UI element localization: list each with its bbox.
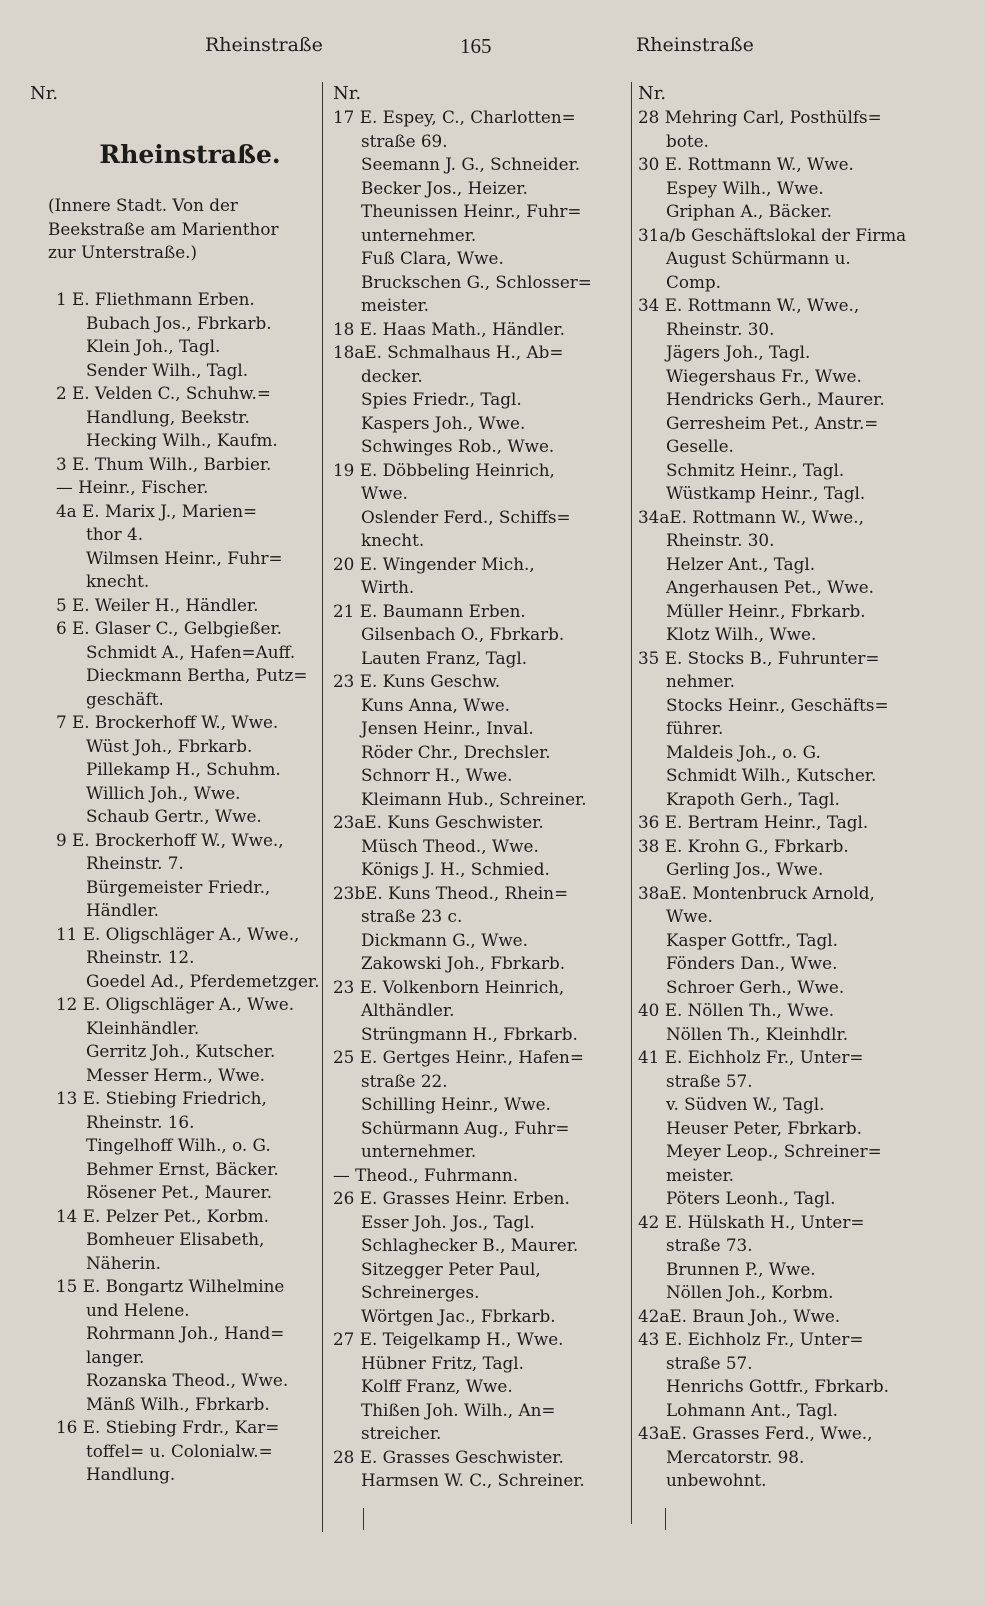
- directory-entry: unbewohnt.: [666, 1470, 767, 1490]
- directory-entry: Tingelhoff Wilh., o. G.: [86, 1135, 271, 1155]
- directory-entry: Nöllen Joh., Korbm.: [666, 1282, 834, 1302]
- directory-entry: Bruckschen G., Schlosser=: [361, 271, 592, 292]
- directory-entry: 25 E. Gertges Heinr., Hafen=: [333, 1047, 584, 1067]
- directory-entry: Geselle.: [666, 436, 734, 456]
- directory-entry: 6 E. Glaser C., Gelbgießer.: [56, 618, 282, 638]
- directory-entry: Strüngmann H., Fbrkarb.: [361, 1023, 578, 1044]
- directory-entry: 4a E. Marix J., Marien=: [56, 500, 258, 521]
- directory-entry: 27 E. Teigelkamp H., Wwe.: [333, 1329, 564, 1349]
- directory-entry: 34 E. Rottmann W., Wwe.,: [638, 295, 860, 315]
- directory-entry: v. Südven W., Tagl.: [666, 1094, 825, 1114]
- column-2-entries: [333, 106, 643, 1493]
- directory-entry: zur Unterstraße.): [48, 242, 198, 262]
- directory-entry: decker.: [361, 365, 423, 386]
- directory-entry: Wilmsen Heinr., Fuhr=: [86, 547, 283, 568]
- directory-entry: meister.: [666, 1164, 735, 1185]
- running-head-right: Rheinstraße: [636, 34, 754, 56]
- directory-entry: Schmidt A., Hafen=Auff.: [86, 641, 296, 662]
- directory-entry: knecht.: [86, 571, 150, 591]
- directory-entry: Becker Jos., Heizer.: [361, 177, 528, 198]
- directory-entry: 23aE. Kuns Geschwister.: [333, 812, 544, 832]
- directory-entry: 7 E. Brockerhoff W., Wwe.: [56, 712, 279, 732]
- directory-entry: Heuser Peter, Fbrkarb.: [666, 1117, 862, 1138]
- directory-entry: 40 E. Nöllen Th., Wwe.: [638, 1000, 835, 1020]
- directory-entry: Näherin.: [86, 1252, 161, 1273]
- directory-entry: 43aE. Grasses Ferd., Wwe.,: [638, 1423, 873, 1443]
- directory-entry: straße 23 c.: [361, 906, 463, 926]
- directory-entry: Wirth.: [361, 577, 415, 597]
- directory-entry: 18aE. Schmalhaus H., Ab=: [333, 342, 564, 362]
- nr-header: Nr.: [638, 83, 667, 104]
- directory-entry: straße 73.: [666, 1235, 753, 1255]
- directory-entry: nehmer.: [666, 671, 735, 691]
- directory-entry: 26 E. Grasses Heinr. Erben.: [333, 1188, 570, 1208]
- directory-entry: Handlung, Beekstr.: [86, 406, 250, 427]
- directory-entry: 23 E. Volkenborn Heinrich,: [333, 976, 565, 997]
- column-1-entries: [30, 194, 350, 1487]
- directory-entry: Thißen Joh. Wilh., An=: [361, 1399, 556, 1420]
- directory-entry: Hendricks Gerh., Maurer.: [666, 389, 885, 409]
- directory-entry: Oslender Ferd., Schiffs=: [361, 506, 571, 527]
- directory-entry: Seemann J. G., Schneider.: [361, 154, 581, 174]
- directory-entry: streicher.: [361, 1423, 442, 1443]
- directory-entry: Wörtgen Jac., Fbrkarb.: [361, 1305, 556, 1326]
- directory-entry: Althändler.: [361, 1000, 455, 1020]
- directory-entry: Lohmann Ant., Tagl.: [666, 1399, 838, 1420]
- directory-entry: Müller Heinr., Fbrkarb.: [666, 600, 866, 621]
- directory-entry: Kleimann Hub., Schreiner.: [361, 788, 587, 809]
- directory-entry: Bubach Jos., Fbrkarb.: [86, 312, 272, 333]
- directory-entry: Schmitz Heinr., Tagl.: [666, 459, 845, 480]
- directory-entry: — Theod., Fuhrmann.: [333, 1164, 519, 1185]
- directory-entry: langer.: [86, 1346, 145, 1367]
- directory-entry: thor 4.: [86, 524, 144, 544]
- directory-entry: August Schürmann u.: [666, 248, 851, 268]
- directory-entry: Gerritz Joh., Kutscher.: [86, 1041, 276, 1061]
- directory-entry: Messer Herm., Wwe.: [86, 1064, 266, 1085]
- directory-entry: Schnorr H., Wwe.: [361, 765, 513, 785]
- directory-entry: Bürgemeister Friedr.,: [86, 876, 271, 897]
- directory-entry: Fönders Dan., Wwe.: [666, 953, 838, 973]
- directory-entry: straße 69.: [361, 130, 448, 151]
- directory-entry: 18 E. Haas Math., Händler.: [333, 318, 565, 339]
- directory-entry: Kaspers Joh., Wwe.: [361, 412, 526, 433]
- column-1: [30, 82, 350, 1487]
- directory-entry: 5 E. Weiler H., Händler.: [56, 594, 259, 615]
- directory-entry: 28 Mehring Carl, Posthülfs=: [638, 107, 882, 127]
- directory-entry: bote.: [666, 130, 709, 151]
- directory-entry: 30 E. Rottmann W., Wwe.: [638, 154, 854, 174]
- column-foot-mark-left: [363, 1508, 364, 1530]
- directory-entry: Rheinstr. 12.: [86, 947, 195, 967]
- directory-entry: Sitzegger Peter Paul,: [361, 1258, 541, 1279]
- directory-entry: Zakowski Joh., Fbrkarb.: [361, 953, 566, 973]
- directory-entry: Klotz Wilh., Wwe.: [666, 624, 817, 644]
- directory-entry: 28 E. Grasses Geschwister.: [333, 1446, 564, 1467]
- directory-entry: Rheinstr. 30.: [666, 530, 775, 550]
- directory-entry: Gilsenbach O., Fbrkarb.: [361, 624, 565, 644]
- directory-entry: straße 57.: [666, 1352, 753, 1373]
- directory-entry: Schilling Heinr., Wwe.: [361, 1094, 551, 1114]
- directory-entry: Rohrmann Joh., Hand=: [86, 1323, 285, 1343]
- directory-entry: Kasper Gottfr., Tagl.: [666, 929, 838, 950]
- directory-entry: Wüstkamp Heinr., Tagl.: [666, 483, 866, 503]
- directory-entry: 17 E. Espey, C., Charlotten=: [333, 107, 576, 127]
- directory-entry: Schwinges Rob., Wwe.: [361, 436, 555, 456]
- directory-entry: Behmer Ernst, Bäcker.: [86, 1158, 279, 1179]
- directory-entry: Bomheuer Elisabeth,: [86, 1229, 265, 1249]
- directory-entry: 31a/b Geschäftslokal der Firma: [638, 224, 907, 245]
- directory-entry: 3 E. Thum Wilh., Barbier.: [56, 453, 272, 474]
- directory-entry: 23bE. Kuns Theod., Rhein=: [333, 882, 569, 903]
- directory-entry: 38aE. Montenbruck Arnold,: [638, 882, 875, 903]
- column-2: [333, 82, 643, 1493]
- street-title: Rheinstraße.: [99, 140, 281, 169]
- directory-entry: Dieckmann Bertha, Putz=: [86, 665, 308, 685]
- directory-entry: Wiegershaus Fr., Wwe.: [666, 365, 862, 386]
- directory-entry: Schürmann Aug., Fuhr=: [361, 1117, 570, 1138]
- directory-entry: 38 E. Krohn G., Fbrkarb.: [638, 835, 849, 856]
- directory-entry: Pillekamp H., Schuhm.: [86, 759, 281, 779]
- running-head-left: Rheinstraße: [205, 34, 323, 56]
- directory-entry: Mänß Wilh., Fbrkarb.: [86, 1393, 270, 1414]
- directory-entry: straße 22.: [361, 1070, 448, 1091]
- directory-entry: Rozanska Theod., Wwe.: [86, 1370, 289, 1390]
- directory-entry: Willich Joh., Wwe.: [86, 782, 241, 803]
- directory-entry: Pöters Leonh., Tagl.: [666, 1188, 836, 1208]
- directory-entry: 42 E. Hülskath H., Unter=: [638, 1211, 865, 1232]
- directory-entry: Gerling Jos., Wwe.: [666, 859, 824, 879]
- directory-entry: 21 E. Baumann Erben.: [333, 600, 526, 621]
- directory-entry: Harmsen W. C., Schreiner.: [361, 1470, 585, 1490]
- directory-entry: unternehmer.: [361, 1141, 477, 1161]
- directory-entry: Wüst Joh., Fbrkarb.: [86, 735, 253, 756]
- directory-entry: 11 E. Oligschläger A., Wwe.,: [56, 923, 300, 944]
- directory-entry: Kleinhändler.: [86, 1017, 200, 1038]
- directory-entry: — Heinr., Fischer.: [56, 477, 209, 497]
- directory-entry: 1 E. Fliethmann Erben.: [56, 289, 255, 309]
- directory-entry: Schlaghecker B., Maurer.: [361, 1235, 579, 1255]
- directory-entry: unternehmer.: [361, 224, 477, 245]
- column-3-entries: [638, 106, 958, 1493]
- directory-entry: Dickmann G., Wwe.: [361, 929, 528, 950]
- directory-entry: meister.: [361, 295, 430, 315]
- directory-entry: Rheinstr. 7.: [86, 853, 184, 873]
- directory-entry: Klein Joh., Tagl.: [86, 336, 221, 356]
- directory-entry: knecht.: [361, 530, 425, 550]
- directory-entry: Meyer Leop., Schreiner=: [666, 1141, 882, 1161]
- directory-entry: 2 E. Velden C., Schuhw.=: [56, 383, 271, 403]
- directory-entry: führer.: [666, 718, 724, 738]
- directory-entry: Beekstraße am Marienthor: [48, 218, 279, 239]
- directory-entry: 34aE. Rottmann W., Wwe.,: [638, 506, 864, 527]
- directory-entry: Jägers Joh., Tagl.: [666, 342, 811, 362]
- directory-entry: Schroer Gerh., Wwe.: [666, 976, 845, 997]
- directory-entry: 15 E. Bongartz Wilhelmine: [56, 1276, 285, 1296]
- directory-entry: 13 E. Stiebing Friedrich,: [56, 1088, 267, 1108]
- directory-entry: Händler.: [86, 900, 159, 920]
- directory-entry: Müsch Theod., Wwe.: [361, 835, 539, 856]
- page-number: 165: [460, 34, 492, 58]
- directory-entry: Espey Wilh., Wwe.: [666, 177, 824, 198]
- directory-entry: Comp.: [666, 271, 721, 292]
- directory-entry: Henrichs Gottfr., Fbrkarb.: [666, 1376, 889, 1396]
- directory-entry: Schreinerges.: [361, 1282, 480, 1302]
- directory-entry: 20 E. Wingender Mich.,: [333, 553, 535, 574]
- directory-entry: Kolff Franz, Wwe.: [361, 1376, 513, 1396]
- directory-entry: 41 E. Eichholz Fr., Unter=: [638, 1047, 864, 1067]
- directory-entry: Stocks Heinr., Geschäfts=: [666, 694, 889, 715]
- directory-entry: (Innere Stadt. Von der: [48, 195, 238, 215]
- directory-entry: Rheinstr. 30.: [666, 318, 775, 339]
- directory-entry: 9 E. Brockerhoff W., Wwe.,: [56, 829, 284, 850]
- directory-entry: Wwe.: [361, 483, 408, 503]
- directory-entry: Handlung.: [86, 1464, 176, 1484]
- directory-entry: 14 E. Pelzer Pet., Korbm.: [56, 1205, 269, 1226]
- directory-entry: [30, 265, 350, 289]
- directory-entry: 35 E. Stocks B., Fuhrunter=: [638, 647, 880, 668]
- directory-entry: geschäft.: [86, 688, 164, 709]
- directory-entry: Jensen Heinr., Inval.: [361, 718, 534, 738]
- column-foot-mark-right: [665, 1508, 666, 1530]
- directory-entry: 36 E. Bertram Heinr., Tagl.: [638, 812, 869, 832]
- directory-entry: Helzer Ant., Tagl.: [666, 553, 816, 574]
- directory-entry: Theunissen Heinr., Fuhr=: [361, 201, 582, 221]
- directory-entry: 19 E. Döbbeling Heinrich,: [333, 459, 555, 480]
- directory-entry: Spies Friedr., Tagl.: [361, 389, 522, 409]
- directory-entry: 43 E. Eichholz Fr., Unter=: [638, 1329, 864, 1349]
- directory-entry: Esser Joh. Jos., Tagl.: [361, 1211, 535, 1232]
- directory-entry: und Helene.: [86, 1299, 190, 1320]
- directory-entry: 42aE. Braun Joh., Wwe.: [638, 1305, 841, 1326]
- directory-entry: Brunnen P., Wwe.: [666, 1258, 816, 1279]
- directory-entry: Sender Wilh., Tagl.: [86, 359, 249, 380]
- directory-entry: Schmidt Wilh., Kutscher.: [666, 765, 877, 785]
- nr-header: Nr.: [30, 83, 59, 104]
- directory-entry: Nöllen Th., Kleinhdlr.: [666, 1023, 849, 1044]
- column-3: [638, 82, 958, 1493]
- directory-entry: Fuß Clara, Wwe.: [361, 248, 504, 268]
- directory-entry: Königs J. H., Schmied.: [361, 859, 550, 879]
- directory-entry: Maldeis Joh., o. G.: [666, 741, 821, 762]
- directory-entry: Kuns Anna, Wwe.: [361, 694, 511, 715]
- directory-entry: 23 E. Kuns Geschw.: [333, 671, 501, 691]
- directory-entry: Gerresheim Pet., Anstr.=: [666, 412, 879, 433]
- nr-header: Nr.: [333, 83, 362, 104]
- directory-entry: Röder Chr., Drechsler.: [361, 741, 551, 762]
- directory-entry: Hecking Wilh., Kaufm.: [86, 430, 278, 450]
- directory-entry: Wwe.: [666, 906, 713, 926]
- directory-entry: 12 E. Oligschläger A., Wwe.: [56, 994, 295, 1014]
- directory-entry: Mercatorstr. 98.: [666, 1446, 805, 1467]
- directory-entry: Schaub Gertr., Wwe.: [86, 806, 262, 826]
- directory-entry: Rösener Pet., Maurer.: [86, 1182, 273, 1202]
- directory-entry: Hübner Fritz, Tagl.: [361, 1352, 524, 1373]
- directory-entry: Goedel Ad., Pferdemetzger.: [86, 970, 320, 991]
- directory-entry: 16 E. Stiebing Frdr., Kar=: [56, 1417, 280, 1437]
- directory-entry: toffel= u. Colonialw.=: [86, 1440, 273, 1461]
- directory-entry: Rheinstr. 16.: [86, 1111, 195, 1132]
- directory-entry: straße 57.: [666, 1070, 753, 1091]
- directory-entry: Krapoth Gerh., Tagl.: [666, 788, 840, 809]
- directory-entry: Griphan A., Bäcker.: [666, 201, 832, 221]
- directory-entry: Angerhausen Pet., Wwe.: [666, 577, 875, 597]
- directory-entry: Lauten Franz, Tagl.: [361, 647, 528, 668]
